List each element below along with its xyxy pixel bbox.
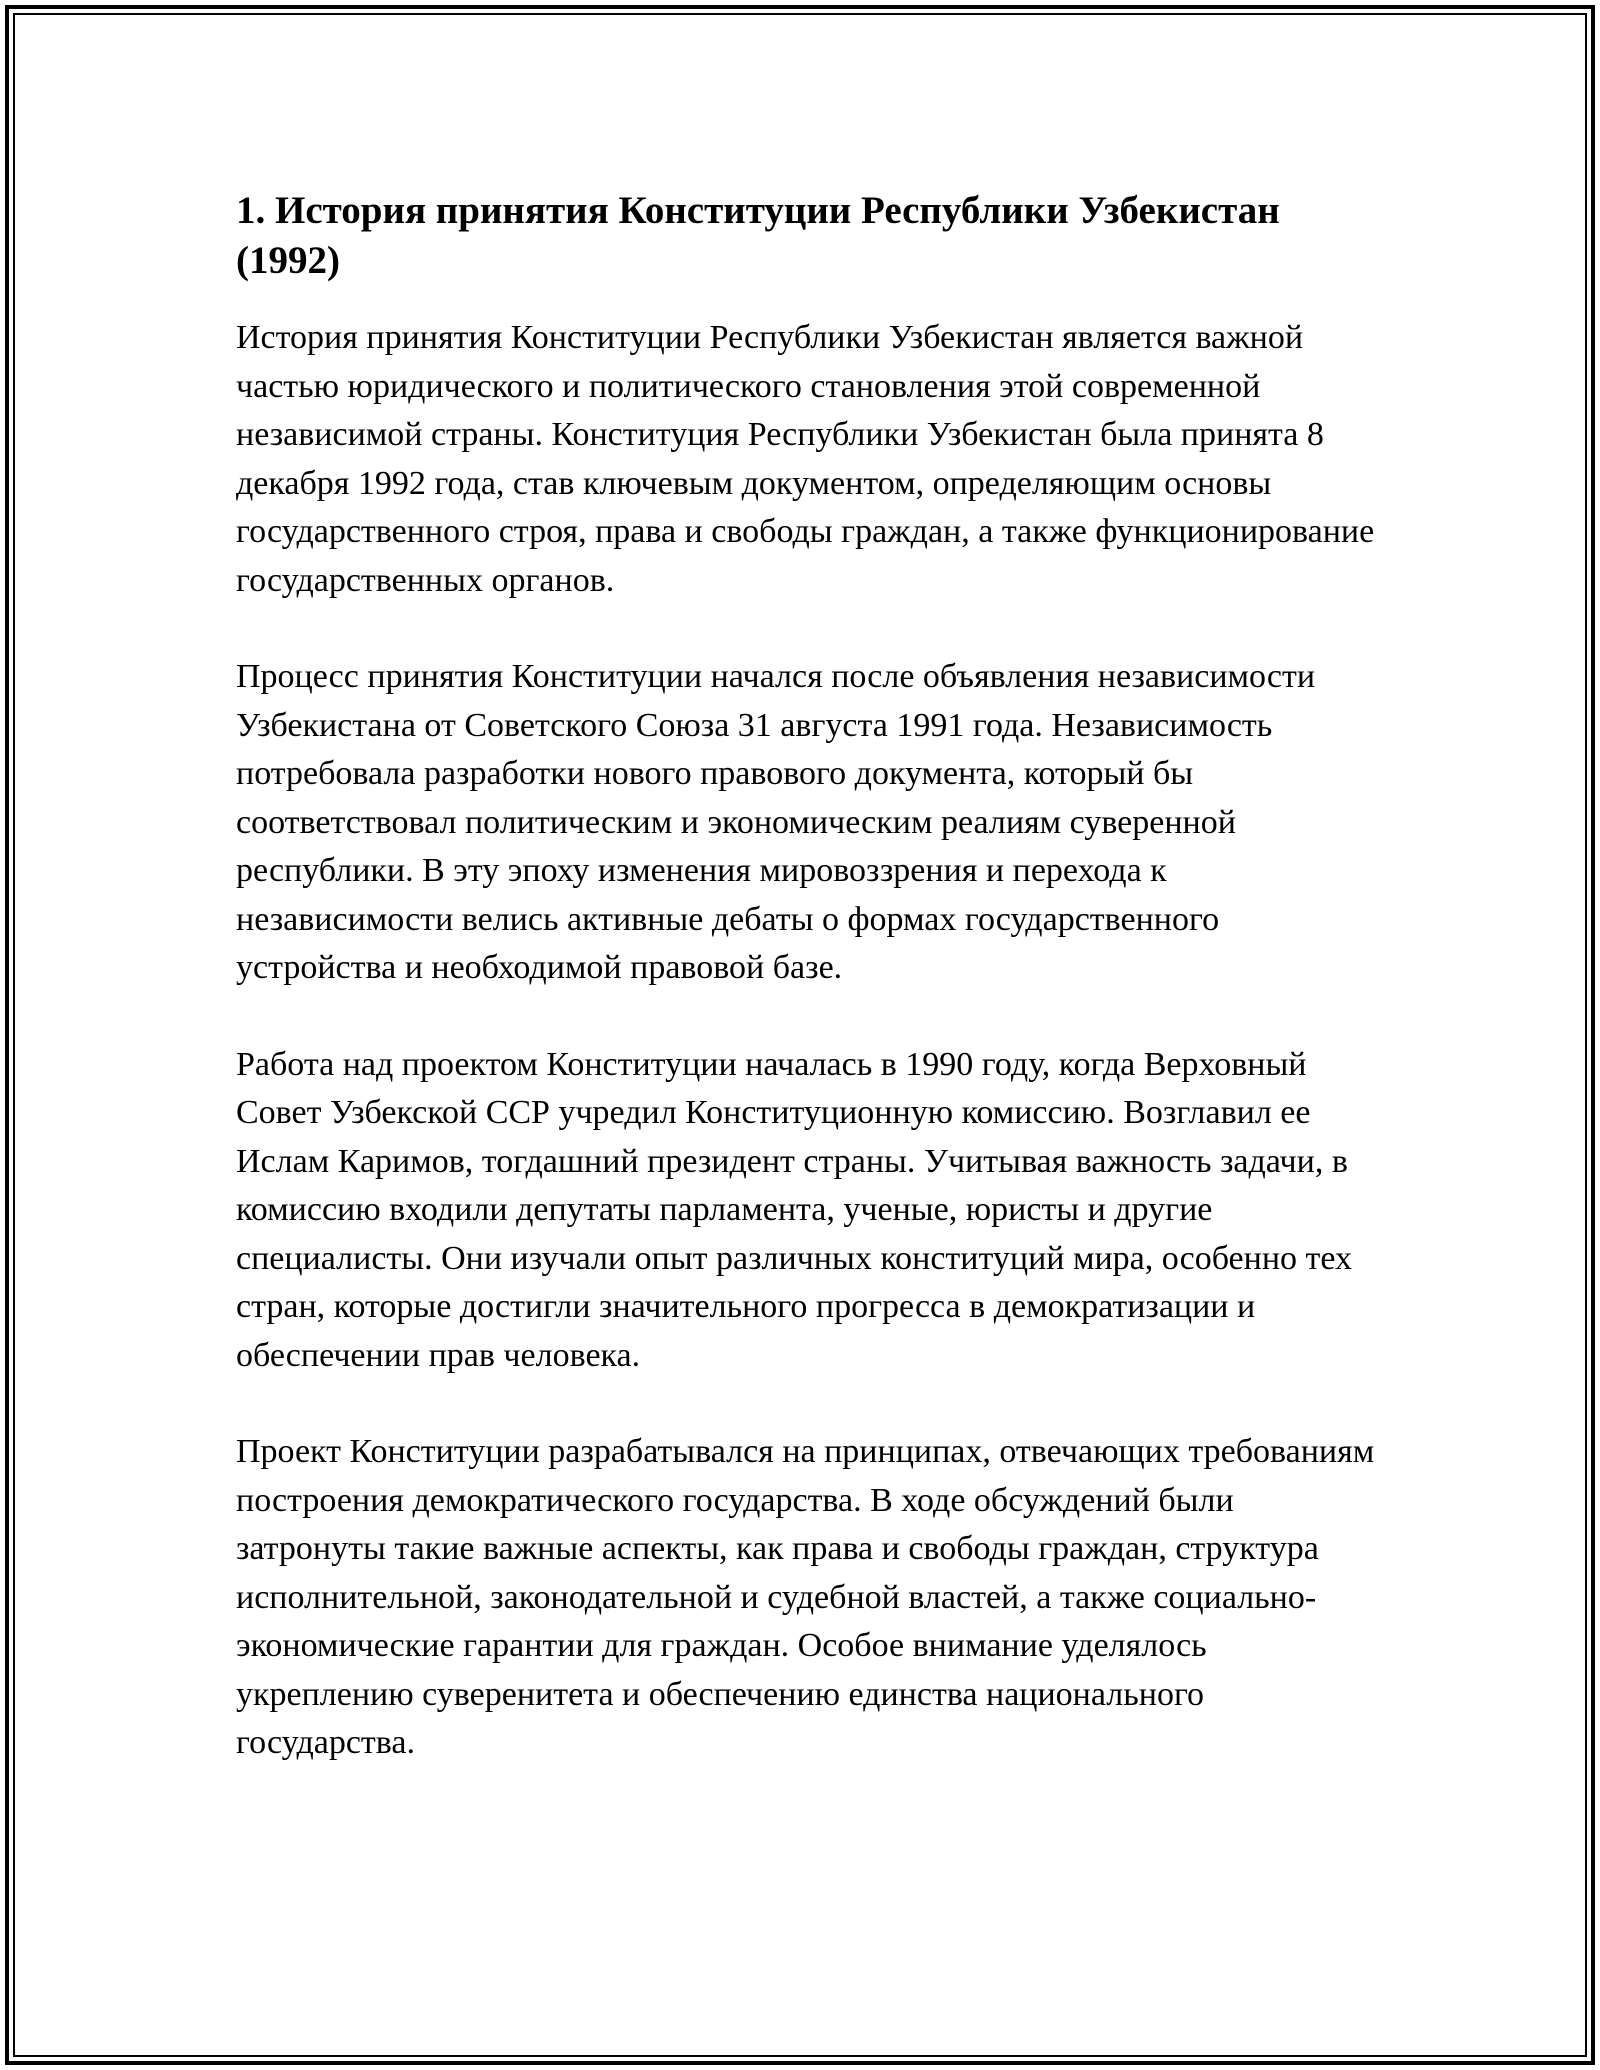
section-heading: 1. История принятия Конституции Республики Узбекистан (1992) [236,189,1280,282]
paragraph-2: Процесс принятия Конституции начался после объявления независимости Узбекистана от Советского Союза 31 августа 1991 года. Независимость потребовала разработки нового правового документа, который бы соответствовал политическим и экономическим реалиям суверенной республики. В эту эпоху изменения мировоззрения и перехода к независимости велись активные дебаты о формах государственного устройства и необходимой правовой базе. [236,658,1316,986]
paragraph-3: Работа над проектом Конституции началась в 1990 году, когда Верховный Совет Узбекской ССР учредил Конституционную комиссию. Возглавил ее Ислам Каримов, тогдашний президент страны. Учитывая важность задачи, в комиссию входили депутаты парламента, ученые, юристы и другие специалисты. Они изучали опыт различных конституций мира, особенно тех стран, которые достигли значительного прогресса в демократизации и обеспечении прав человека. [236,1045,1353,1374]
document-body [236,186,1386,1816]
paragraph-4: Проект Конституции разрабатывался на принципах, отвечающих требованиям построения демократического государства. В ходе обсуждений были затронуты такие важные аспекты, как права и свободы граждан, структура исполнительной, законодательной и судебной властей, а также социально-экономические гарантии для граждан. Особое внимание уделялось укреплению суверенитета и обеспечению единства национального государства. [236,1433,1375,1761]
paragraph-1: История принятия Конституции Республики Узбекистан является важной частью юридического и политического становления этой современной независимой страны. Конституция Республики Узбекистан была принята 8 декабря 1992 года, став ключевым документом, определяющим основы государственного строя, права и свободы граждан, а также функционирование государственных органов. [236,319,1375,599]
